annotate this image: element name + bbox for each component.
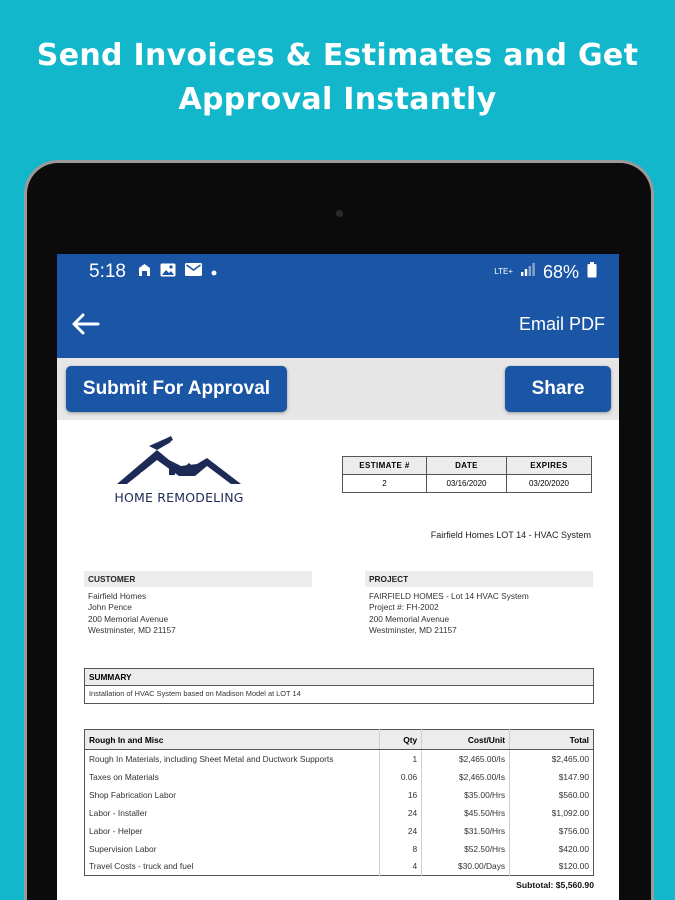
estimate-document[interactable] <box>57 420 619 900</box>
customer-line: Fairfield Homes <box>88 591 147 601</box>
estimate-info-table <box>342 456 592 493</box>
house-roof-icon <box>109 436 249 490</box>
column-header: Total <box>510 730 594 750</box>
mail-notification-icon <box>185 263 202 281</box>
item-qty: 4 <box>380 858 422 876</box>
lte-label: LTE+ <box>494 267 513 276</box>
item-total: $147.90 <box>510 768 594 786</box>
project-line: Westminster, MD 21157 <box>369 624 457 635</box>
battery-percent: 68% <box>542 261 579 282</box>
table-row <box>85 840 594 858</box>
table-header-row <box>85 730 594 750</box>
project-section <box>365 571 593 640</box>
item-description: Rough In Materials, including Sheet Metal and Ductwork Supports <box>89 753 334 764</box>
customer-section <box>84 571 312 640</box>
shop-notification-icon <box>138 263 151 282</box>
summary-box <box>84 668 594 704</box>
project-header: PROJECT <box>365 571 593 587</box>
customer-line: 200 Memorial Avenue <box>88 613 169 624</box>
item-qty: 16 <box>380 786 422 804</box>
logo-text: HOME REMODELING <box>114 490 244 505</box>
table-row <box>85 768 594 786</box>
status-time: 5:18 <box>89 261 126 282</box>
date-header: DATE <box>427 457 507 475</box>
more-notifications-dot-icon <box>211 263 217 281</box>
item-cost: $52.50/Hrs <box>422 840 510 858</box>
customer-header: CUSTOMER <box>84 571 312 587</box>
summary-header: SUMMARY <box>85 669 593 686</box>
item-qty: 24 <box>380 804 422 822</box>
share-button[interactable]: Share <box>505 366 611 412</box>
item-cost: $35.00/Hrs <box>422 786 510 804</box>
summary-text: Installation of HVAC System based on Madison Model at LOT 14 <box>89 689 301 698</box>
item-cost: $2,465.00/Is <box>422 750 510 768</box>
item-description: Shop Fabrication Labor <box>89 789 177 800</box>
battery-icon <box>587 262 597 283</box>
front-camera <box>336 210 343 217</box>
item-cost: $45.50/Hrs <box>422 804 510 822</box>
project-line: FAIRFIELD HOMES - Lot 14 HVAC System <box>369 591 529 601</box>
column-header: Rough In and Misc <box>85 730 380 750</box>
item-description: Travel Costs - truck and fuel <box>89 861 194 872</box>
item-total: $756.00 <box>510 822 594 840</box>
headline-line-1: Send Invoices & Estimates and Get <box>36 38 639 73</box>
item-cost: $31.50/Hrs <box>422 822 510 840</box>
item-description: Labor - Installer <box>89 807 148 818</box>
status-bar <box>57 254 619 290</box>
column-header: Qty <box>380 730 422 750</box>
back-arrow-icon[interactable] <box>69 308 101 340</box>
app-bar <box>57 290 619 358</box>
line-items-table <box>84 729 594 876</box>
table-row <box>85 786 594 804</box>
item-description: Supervision Labor <box>89 843 157 854</box>
table-row <box>85 822 594 840</box>
headline-line-2: Approval Instantly <box>178 82 497 117</box>
headline <box>0 34 675 122</box>
table-row <box>85 858 594 876</box>
item-qty: 0.06 <box>380 768 422 786</box>
project-line: Project #: FH-2002 <box>369 602 439 613</box>
column-header: Cost/Unit <box>422 730 510 750</box>
action-row <box>57 358 619 420</box>
expires-value: 03/20/2020 <box>507 475 592 493</box>
signal-icon <box>521 263 535 281</box>
item-total: $120.00 <box>510 858 594 876</box>
customer-line: John Pence <box>88 602 132 613</box>
customer-line: Westminster, MD 21157 <box>88 624 176 635</box>
device-screen <box>57 254 619 900</box>
item-description: Labor - Helper <box>89 825 143 836</box>
company-logo <box>99 436 259 505</box>
email-pdf-button[interactable]: Email PDF <box>518 313 605 334</box>
estimate-number-value: 2 <box>343 475 427 493</box>
item-total: $2,465.00 <box>510 750 594 768</box>
table-row <box>85 804 594 822</box>
date-value: 03/16/2020 <box>427 475 507 493</box>
item-total: $420.00 <box>510 840 594 858</box>
item-cost: $2,465.00/Is <box>422 768 510 786</box>
item-qty: 24 <box>380 822 422 840</box>
expires-header: EXPIRES <box>507 457 592 475</box>
item-total: $560.00 <box>510 786 594 804</box>
project-line: 200 Memorial Avenue <box>369 613 450 624</box>
submit-for-approval-button[interactable]: Submit For Approval <box>66 366 287 412</box>
estimate-number-header: ESTIMATE # <box>343 457 427 475</box>
table-row <box>85 750 594 768</box>
image-notification-icon <box>160 263 176 282</box>
project-title: Fairfield Homes LOT 14 - HVAC System <box>430 530 591 540</box>
item-qty: 1 <box>380 750 422 768</box>
item-cost: $30.00/Days <box>422 858 510 876</box>
subtotal: Subtotal: $5,560.90 <box>516 880 594 890</box>
item-description: Taxes on Materials <box>89 771 159 782</box>
item-total: $1,092.00 <box>510 804 594 822</box>
item-qty: 8 <box>380 840 422 858</box>
